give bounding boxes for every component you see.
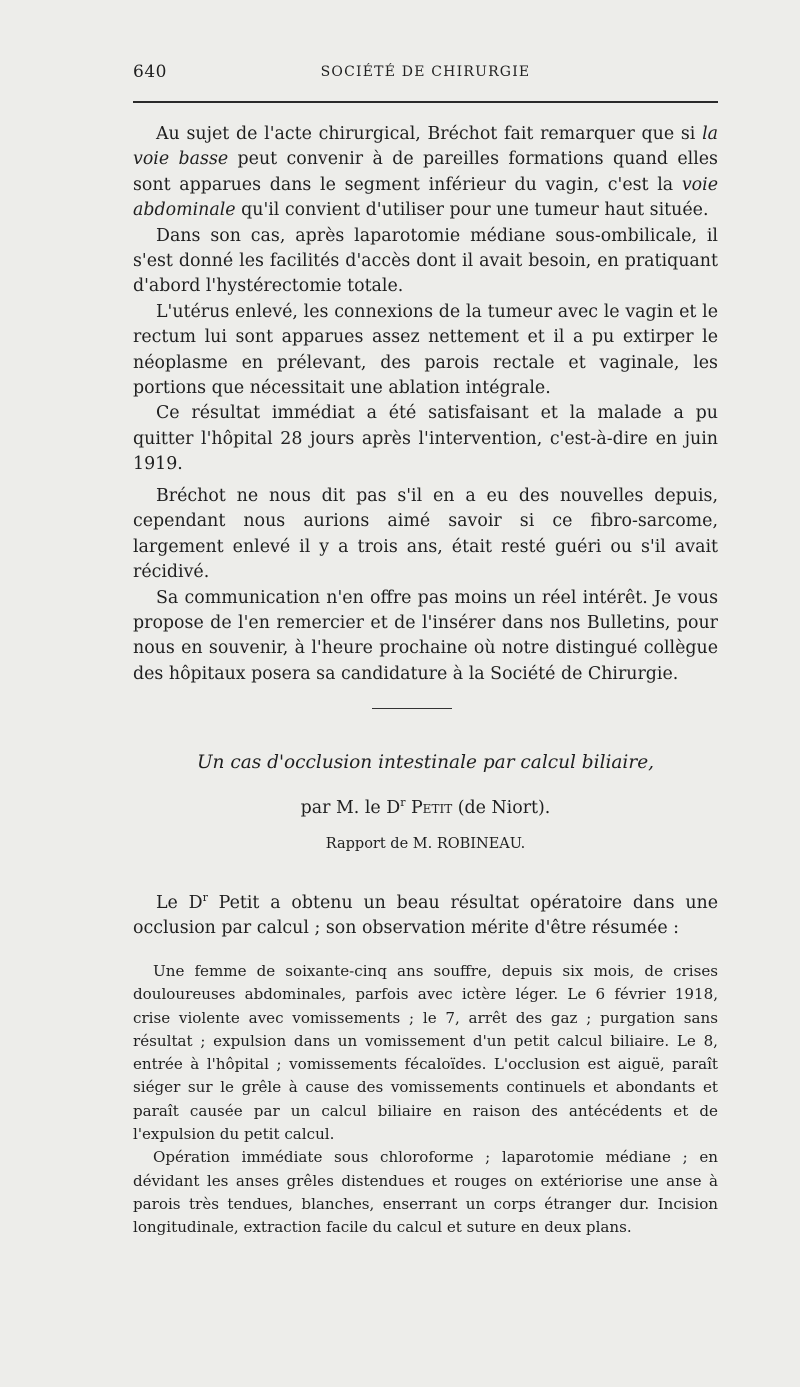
article-author <box>133 790 718 821</box>
author-name: Petit <box>410 797 453 818</box>
italic-text: voie abdominale <box>133 174 718 221</box>
text-block-3 <box>133 885 718 942</box>
paragraph <box>133 224 718 300</box>
text-run: qu'il convient d'utiliser pour une tumeur haut située. <box>235 200 709 221</box>
rapport-line: Rapport de M. ROBINEAU. <box>325 836 526 852</box>
italic-text: la voie basse <box>133 124 718 170</box>
author-prefix: par M. le D <box>300 797 401 818</box>
page-number: 640 <box>133 62 167 82</box>
observation-text <box>133 960 718 1240</box>
text-run: Sa communication n'en offre pas moins un réel intérêt. Je vous propose de l'en remercier et de l'insérer dans nos Bulletins, pour nous en souvenir, à l'heure prochaine où notre distingué collègue des hôpitaux posera sa candidature à la Société de Chirurgie. <box>133 587 718 684</box>
superscript: r <box>202 891 208 904</box>
text-run: L'utérus enlevé, les connexions de la tumeur avec le vagin et le rectum lui sont apparues assez nettement et il a pu extirper le néoplasme en prélevant, des parois rectale et vaginale, les portions que nécessitait une ablation intégrale. <box>133 301 718 399</box>
paragraph <box>133 1146 718 1239</box>
author-suffix: (de Niort). <box>452 797 551 818</box>
section-separator <box>372 708 452 709</box>
text-block-1 <box>133 122 718 478</box>
paragraph <box>133 401 718 477</box>
paragraph <box>133 122 718 224</box>
paragraph <box>133 300 718 402</box>
paragraph <box>133 484 718 586</box>
text-run: peut convenir à de pareilles formations quand elles sont apparues dans le segment inférieur du vagin, c'est la <box>133 149 718 195</box>
text-run: Ce résultat immédiat a été satisfaisant et la malade a pu quitter l'hôpital 28 jours après l'intervention, c'est-à-dire en juin 1919. <box>133 403 718 475</box>
running-head: SOCIÉTÉ DE CHIRURGIE <box>320 64 531 80</box>
article-title: Un cas d'occlusion intestinale par calcul biliaire, <box>196 752 655 773</box>
text-run: Bréchot ne nous dit pas s'il en a eu des nouvelles depuis, cependant nous aurions aimé savoir si ce fibro-sarcome, largement enlevé il y a trois ans, était resté guéri ou s'il avait récidivé. <box>133 486 718 583</box>
paragraph <box>133 586 718 688</box>
text-run: Une femme de soixante-cinq ans souffre, depuis six mois, de crises douloureuses abdominales, parfois avec ictère léger. Le 6 février 1918, crise violente avec vomissements ; le 7, arrêt des gaz ; purgation sans résultat ; expulsion dans un vomissement d'un petit calcul biliaire. Le 8, entrée à l'hôpital ; vomissements fécaloïdes. L'occlusion est aiguë, paraît siéger sur le grêle à cause des vomissements continuels et abondants et paraît causée par un calcul biliaire en raison des antécédents et de l'expulsion du petit calcul. <box>133 962 718 1144</box>
author-sup: r <box>400 796 406 809</box>
paragraph <box>133 885 718 942</box>
text-run: Dans son cas, après laparotomie médiane sous-ombilicale, il s'est donné les facilités d'accès dont il avait besoin, en pratiquant d'abord l'hystérectomie totale. <box>133 225 718 297</box>
page-header <box>133 62 718 86</box>
text-run: Petit a obtenu un beau résultat opératoire dans une occlusion par calcul ; son observation mérite d'être résumée : <box>133 892 719 939</box>
text-run: Le D <box>156 892 203 913</box>
paragraph <box>133 960 718 1146</box>
text-run: Opération immédiate sous chloroforme ; laparotomie médiane ; en dévidant les anses grêles distendues et rouges on extériorise une anse à parois très tendues, blanches, enserrant un corps étranger dur. Incision longitudinale, extraction facile du calcul et suture en deux plans. <box>133 1148 718 1237</box>
text-run: Au sujet de l'acte chirurgical, Bréchot fait remarquer que si <box>156 124 703 144</box>
text-block-2 <box>133 484 718 687</box>
header-rule <box>133 101 718 103</box>
